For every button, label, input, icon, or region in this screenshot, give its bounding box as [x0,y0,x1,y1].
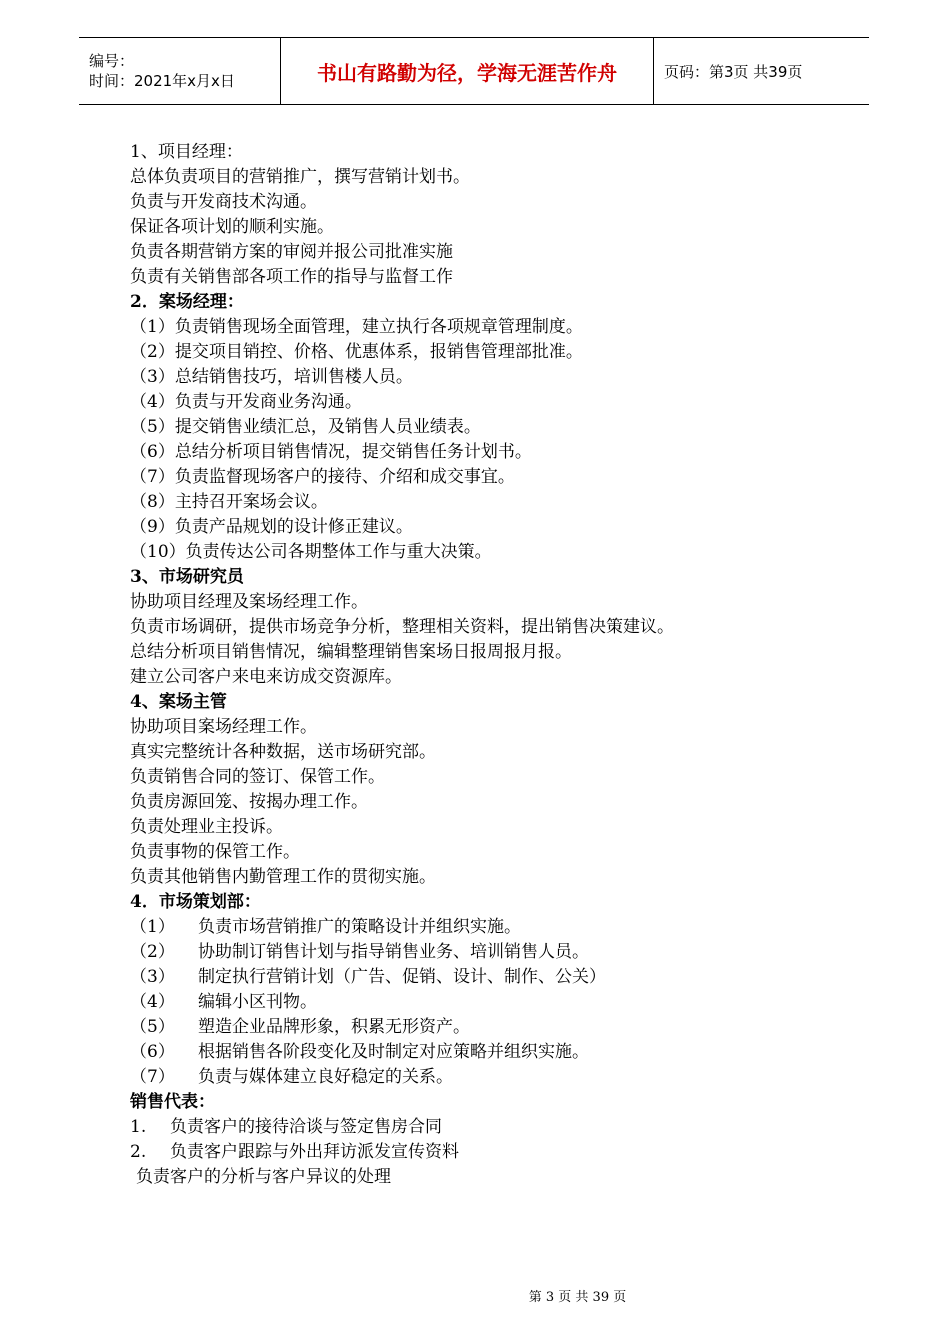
section-title: 3、市场研究员 [130,567,244,587]
text-line: 总结分析项目销售情况，编辑整理销售案场日报周报月报。 [130,642,572,662]
item-number: （5） [130,1017,175,1037]
time-label: 时间：2021年x月x日 [89,72,235,90]
text-line: 保证各项计划的顺利实施。 [130,217,334,237]
item-text: 编辑小区刊物。 [198,992,317,1012]
list-item [130,915,730,940]
code-label: 编号： [89,52,135,70]
item-text: 负责市场营销推广的策略设计并组织实施。 [198,917,521,937]
section-title: 4．市场策划部： [130,892,261,912]
text-line: 负责其他销售内勤管理工作的贯彻实施。 [130,867,436,887]
list-item: （7）负责监督现场客户的接待、介绍和成交事宜。 [130,467,515,487]
item-text: 负责与媒体建立良好稳定的关系。 [198,1067,453,1087]
item-number: （7） [130,1067,175,1087]
list-item: （3）总结销售技巧，培训售楼人员。 [130,367,413,387]
list-item [130,965,730,990]
page-header [79,37,869,105]
text-line: 协助项目经理及案场经理工作。 [130,592,368,612]
item-number: 2. [130,1142,147,1162]
text-line: 负责处理业主投诉。 [130,817,283,837]
list-item: （4）负责与开发商业务沟通。 [130,392,362,412]
text-line: 负责与开发商技术沟通。 [130,192,317,212]
list-item: （1）负责销售现场全面管理，建立执行各项规章管理制度。 [130,317,583,337]
section-title: 销售代表： [130,1092,215,1112]
text-line: 负责事物的保管工作。 [130,842,300,862]
list-item: （10）负责传达公司各期整体工作与重大决策。 [130,542,492,562]
text-line: 负责房源回笼、按揭办理工作。 [130,792,368,812]
list-item [130,940,730,965]
item-text: 负责客户的接待洽谈与签定售房合同 [170,1117,442,1137]
item-number: （2） [130,942,175,962]
text-line: 负责有关销售部各项工作的指导与监督工作 [130,267,453,287]
list-item [130,1040,730,1065]
item-number: （3） [130,967,175,987]
text-line: 协助项目案场经理工作。 [130,717,317,737]
header-motto-cell [281,38,654,104]
text-line: 建立公司客户来电来访成交资源库。 [130,667,402,687]
list-item [130,1015,730,1040]
list-item [130,990,730,1015]
list-item: （6）总结分析项目销售情况，提交销售任务计划书。 [130,442,532,462]
text-line: 负责销售合同的签订、保管工作。 [130,767,385,787]
list-item: （2）提交项目销控、价格、优惠体系，报销售管理部批准。 [130,342,583,362]
text-line: 负责客户的分析与客户异议的处理 [136,1167,391,1187]
list-item: （8）主持召开案场会议。 [130,492,328,512]
section-title: 2．案场经理： [130,292,244,312]
list-item: （9）负责产品规划的设计修正建议。 [130,517,413,537]
list-item [130,1065,730,1090]
item-number: （4） [130,992,175,1012]
item-text: 根据销售各阶段变化及时制定对应策略并组织实施。 [198,1042,589,1062]
item-text: 制定执行营销计划（广告、促销、设计、制作、公关） [198,967,606,987]
motto: 书山有路勤为径，学海无涯苦作舟 [317,60,617,85]
text-line: 总体负责项目的营销推广，撰写营销计划书。 [130,167,470,187]
list-item [130,1140,730,1165]
item-number: （1） [130,917,175,937]
item-text: 负责客户跟踪与外出拜访派发宣传资料 [170,1142,459,1162]
section-title: 4、案场主管 [130,692,227,712]
text-line: 负责各期营销方案的审阅并报公司批准实施 [130,242,453,262]
item-text: 塑造企业品牌形象，积累无形资产。 [198,1017,470,1037]
item-text: 协助制订销售计划与指导销售业务、培训销售人员。 [198,942,589,962]
header-page-cell [654,38,869,104]
document-body [130,140,730,1190]
header-left-cell [79,38,281,104]
text-line: 负责市场调研，提供市场竞争分析，整理相关资料，提出销售决策建议。 [130,617,674,637]
page-footer: 第 3 页 共 39 页 [528,1290,627,1305]
item-number: 1. [130,1117,147,1137]
list-item [130,1115,730,1140]
item-number: （6） [130,1042,175,1062]
page-label: 页码：第3页 共39页 [664,62,803,81]
text-line: 真实完整统计各种数据，送市场研究部。 [130,742,436,762]
list-item: （5）提交销售业绩汇总，及销售人员业绩表。 [130,417,481,437]
section-title: 1、项目经理： [130,142,243,162]
